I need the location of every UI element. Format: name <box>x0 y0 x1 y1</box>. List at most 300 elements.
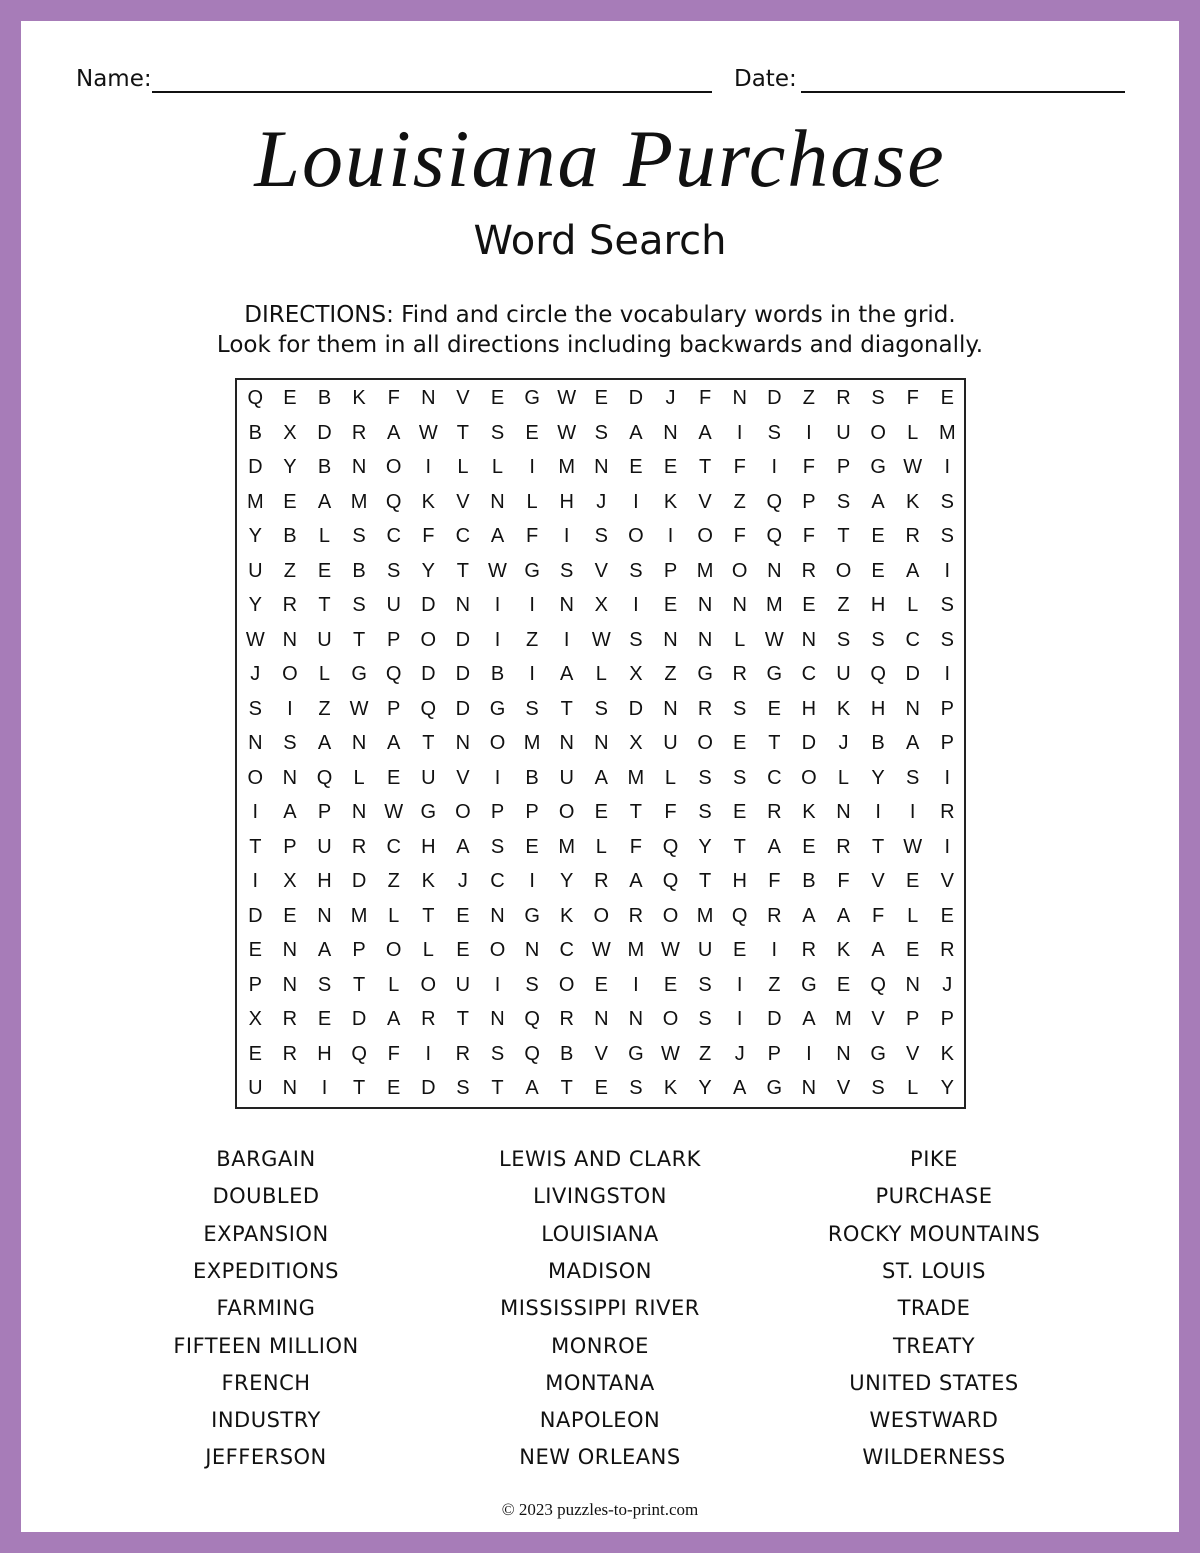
grid-letter[interactable]: T <box>491 1077 504 1099</box>
grid-letter[interactable]: C <box>559 939 574 961</box>
grid-letter[interactable]: E <box>940 387 954 409</box>
grid-letter[interactable]: Q <box>247 387 264 409</box>
grid-letter[interactable]: T <box>837 525 850 547</box>
grid-letter[interactable]: P <box>352 939 366 961</box>
grid-letter[interactable]: E <box>317 559 332 582</box>
grid-letter[interactable]: I <box>529 456 535 478</box>
grid-letter[interactable]: U <box>836 663 851 685</box>
grid-letter[interactable]: X <box>629 663 643 685</box>
grid-letter[interactable]: E <box>663 973 678 996</box>
grid-letter[interactable]: X <box>594 594 608 616</box>
grid-letter[interactable]: G <box>801 973 817 996</box>
grid-letter[interactable]: F <box>733 525 746 547</box>
grid-letter[interactable]: T <box>422 732 435 754</box>
grid-letter[interactable]: E <box>733 939 747 961</box>
grid-letter[interactable]: O <box>593 904 610 927</box>
grid-letter[interactable]: V <box>871 870 885 892</box>
grid-letter[interactable]: V <box>940 870 954 892</box>
grid-letter[interactable]: V <box>594 559 608 582</box>
grid-letter[interactable]: O <box>697 732 713 754</box>
grid-letter[interactable]: A <box>906 559 920 582</box>
grid-letter[interactable]: B <box>560 1042 574 1065</box>
grid-letter[interactable]: E <box>387 1077 401 1099</box>
grid-letter[interactable]: C <box>801 663 817 685</box>
grid-letter[interactable]: E <box>594 387 608 409</box>
grid-letter[interactable]: F <box>387 1042 400 1065</box>
grid-letter[interactable]: O <box>420 628 437 651</box>
grid-letter[interactable]: P <box>283 835 297 858</box>
grid-letter[interactable]: S <box>906 766 920 789</box>
grid-letter[interactable]: A <box>733 1077 747 1099</box>
grid-letter[interactable]: O <box>662 1008 679 1030</box>
grid-letter[interactable]: Y <box>698 1077 712 1099</box>
grid-letter[interactable]: N <box>663 628 678 651</box>
grid-letter[interactable]: U <box>559 766 574 789</box>
grid-letter[interactable]: F <box>422 525 435 547</box>
grid-letter[interactable]: O <box>489 732 506 754</box>
grid-letter[interactable]: S <box>871 628 885 651</box>
grid-letter[interactable]: S <box>871 1077 885 1099</box>
grid-letter[interactable]: B <box>802 870 816 892</box>
grid-letter[interactable]: B <box>525 766 539 789</box>
grid-letter[interactable]: N <box>351 801 367 823</box>
grid-letter[interactable]: E <box>456 939 470 961</box>
grid-letter[interactable]: B <box>352 559 366 582</box>
grid-letter[interactable]: R <box>801 939 817 961</box>
grid-letter[interactable]: C <box>386 835 401 858</box>
grid-letter[interactable]: W <box>418 421 438 444</box>
grid-letter[interactable]: F <box>871 904 885 927</box>
grid-letter[interactable]: A <box>629 421 643 444</box>
grid-letter[interactable]: F <box>802 456 815 478</box>
grid-letter[interactable]: N <box>905 697 920 720</box>
grid-letter[interactable]: E <box>629 456 643 478</box>
grid-letter[interactable]: N <box>767 559 782 582</box>
grid-letter[interactable]: A <box>317 490 332 513</box>
grid-letter[interactable]: S <box>525 697 539 720</box>
grid-letter[interactable]: R <box>836 387 851 409</box>
grid-letter[interactable]: I <box>633 594 639 616</box>
grid-letter[interactable]: D <box>455 663 471 685</box>
grid-letter[interactable]: T <box>733 835 746 858</box>
grid-letter[interactable]: R <box>351 835 367 858</box>
grid-letter[interactable]: X <box>283 870 297 892</box>
grid-letter[interactable]: I <box>633 973 639 996</box>
grid-letter[interactable]: S <box>283 732 297 754</box>
grid-letter[interactable]: A <box>836 904 851 927</box>
grid-letter[interactable]: G <box>628 1042 644 1065</box>
grid-letter[interactable]: D <box>767 1008 782 1030</box>
grid-letter[interactable]: T <box>456 421 469 444</box>
grid-letter[interactable]: L <box>353 766 365 789</box>
grid-letter[interactable]: E <box>248 1042 262 1065</box>
grid-letter[interactable]: N <box>490 1008 505 1030</box>
grid-letter[interactable]: Q <box>420 697 437 720</box>
grid-letter[interactable]: Z <box>387 870 400 892</box>
grid-letter[interactable]: S <box>594 421 608 444</box>
grid-letter[interactable]: I <box>494 594 501 616</box>
grid-letter[interactable]: F <box>768 870 781 892</box>
grid-letter[interactable]: L <box>526 490 538 513</box>
grid-letter[interactable]: S <box>490 421 505 444</box>
grid-letter[interactable]: M <box>938 421 956 444</box>
grid-letter[interactable]: G <box>524 559 540 582</box>
grid-letter[interactable]: O <box>662 904 679 927</box>
grid-letter[interactable]: M <box>835 1008 852 1030</box>
grid-letter[interactable]: Q <box>662 870 679 892</box>
grid-letter[interactable]: Z <box>733 490 746 513</box>
grid-letter[interactable]: Q <box>870 663 886 685</box>
grid-letter[interactable]: N <box>559 594 574 616</box>
grid-letter[interactable]: A <box>698 421 712 444</box>
grid-letter[interactable]: E <box>248 939 262 961</box>
grid-letter[interactable]: N <box>490 904 505 927</box>
grid-letter[interactable]: I <box>944 559 951 582</box>
grid-letter[interactable]: L <box>388 904 400 927</box>
grid-letter[interactable]: V <box>836 1077 851 1099</box>
grid-letter[interactable]: G <box>697 663 713 685</box>
grid-letter[interactable]: D <box>628 387 644 409</box>
date-field[interactable] <box>801 91 1125 93</box>
grid-letter[interactable]: U <box>317 835 332 858</box>
grid-letter[interactable]: M <box>765 594 783 616</box>
grid-letter[interactable]: K <box>663 1077 678 1099</box>
grid-letter[interactable]: D <box>628 697 644 720</box>
grid-letter[interactable]: S <box>698 766 712 789</box>
grid-letter[interactable]: Q <box>524 1042 540 1065</box>
grid-letter[interactable]: N <box>594 456 609 478</box>
grid-letter[interactable]: P <box>940 732 954 754</box>
grid-letter[interactable]: W <box>903 456 923 478</box>
grid-letter[interactable]: E <box>525 835 539 858</box>
grid-letter[interactable]: W <box>661 939 680 961</box>
grid-letter[interactable]: P <box>387 697 401 720</box>
grid-letter[interactable]: F <box>733 456 746 478</box>
grid-letter[interactable]: G <box>524 904 540 927</box>
grid-letter[interactable]: T <box>352 628 366 651</box>
grid-letter[interactable]: A <box>317 939 332 961</box>
grid-letter[interactable]: W <box>349 697 369 720</box>
grid-letter[interactable]: L <box>595 835 607 858</box>
grid-letter[interactable]: T <box>456 1008 469 1030</box>
grid-letter[interactable]: I <box>736 973 743 996</box>
name-field[interactable] <box>152 91 712 93</box>
grid-letter[interactable]: N <box>455 594 471 616</box>
grid-letter[interactable]: P <box>906 1008 920 1030</box>
grid-letter[interactable]: P <box>387 628 401 651</box>
grid-letter[interactable]: W <box>661 1042 680 1065</box>
grid-letter[interactable]: K <box>421 490 435 513</box>
grid-letter[interactable]: Y <box>248 525 262 547</box>
grid-letter[interactable]: O <box>870 421 886 444</box>
grid-letter[interactable]: C <box>455 525 471 547</box>
grid-letter[interactable]: H <box>421 835 436 858</box>
grid-letter[interactable]: Z <box>318 697 331 720</box>
grid-letter[interactable]: I <box>944 766 951 789</box>
grid-letter[interactable]: W <box>764 628 784 651</box>
grid-letter[interactable]: T <box>871 835 885 858</box>
grid-letter[interactable]: I <box>287 697 293 720</box>
grid-letter[interactable]: I <box>771 456 778 478</box>
grid-letter[interactable]: N <box>282 939 298 961</box>
grid-letter[interactable]: K <box>560 904 574 927</box>
grid-letter[interactable]: L <box>595 663 607 685</box>
grid-letter[interactable]: A <box>871 490 885 513</box>
grid-letter[interactable]: U <box>386 594 401 616</box>
grid-letter[interactable]: D <box>421 663 436 685</box>
grid-letter[interactable]: L <box>734 628 746 651</box>
grid-letter[interactable]: Q <box>731 904 748 927</box>
grid-letter[interactable]: O <box>282 663 298 685</box>
grid-letter[interactable]: E <box>490 387 505 409</box>
grid-letter[interactable]: D <box>421 1077 436 1099</box>
grid-letter[interactable]: W <box>903 835 923 858</box>
grid-letter[interactable]: O <box>385 456 402 478</box>
grid-letter[interactable]: R <box>594 870 609 892</box>
grid-letter[interactable]: H <box>801 697 817 720</box>
grid-letter[interactable]: J <box>596 490 607 513</box>
grid-letter[interactable]: L <box>907 1077 919 1099</box>
grid-letter[interactable]: E <box>733 801 747 823</box>
grid-letter[interactable]: S <box>629 1077 643 1099</box>
grid-letter[interactable]: S <box>456 1077 470 1099</box>
grid-letter[interactable]: I <box>944 835 951 858</box>
grid-letter[interactable]: V <box>906 1042 920 1065</box>
grid-letter[interactable]: W <box>488 559 507 582</box>
grid-letter[interactable]: N <box>697 594 713 616</box>
grid-letter[interactable]: J <box>665 387 676 409</box>
grid-letter[interactable]: I <box>321 1077 328 1099</box>
grid-letter[interactable]: T <box>352 973 366 996</box>
grid-letter[interactable]: S <box>594 525 608 547</box>
grid-letter[interactable]: I <box>944 456 951 478</box>
grid-letter[interactable]: Y <box>248 594 262 616</box>
grid-letter[interactable]: T <box>629 801 642 823</box>
grid-letter[interactable]: V <box>594 1042 608 1065</box>
grid-letter[interactable]: S <box>767 421 781 444</box>
grid-letter[interactable]: W <box>557 387 577 409</box>
grid-letter[interactable]: O <box>835 559 852 582</box>
grid-letter[interactable]: S <box>352 594 366 616</box>
grid-letter[interactable]: N <box>282 1077 298 1099</box>
grid-letter[interactable]: E <box>836 973 851 996</box>
grid-letter[interactable]: E <box>283 904 297 927</box>
grid-letter[interactable]: R <box>767 904 782 927</box>
grid-letter[interactable]: N <box>421 387 436 409</box>
grid-letter[interactable]: T <box>698 456 712 478</box>
grid-letter[interactable]: Q <box>766 525 783 547</box>
grid-letter[interactable]: A <box>629 870 643 892</box>
grid-letter[interactable]: Y <box>283 456 297 478</box>
grid-letter[interactable]: R <box>282 1042 298 1065</box>
grid-letter[interactable]: N <box>490 490 505 513</box>
grid-letter[interactable]: S <box>733 697 747 720</box>
grid-letter[interactable]: I <box>736 1008 743 1030</box>
grid-letter[interactable]: J <box>942 973 953 996</box>
grid-letter[interactable]: R <box>282 594 298 616</box>
grid-letter[interactable]: N <box>732 594 747 616</box>
grid-letter[interactable]: K <box>940 1042 954 1065</box>
grid-letter[interactable]: H <box>732 870 747 892</box>
grid-letter[interactable]: S <box>733 766 747 789</box>
grid-letter[interactable]: I <box>633 490 639 513</box>
grid-letter[interactable]: B <box>490 663 505 685</box>
grid-letter[interactable]: I <box>563 525 570 547</box>
grid-letter[interactable]: G <box>420 801 437 823</box>
grid-letter[interactable]: Q <box>662 835 679 858</box>
grid-letter[interactable]: N <box>697 628 713 651</box>
grid-letter[interactable]: Y <box>940 1077 954 1099</box>
grid-letter[interactable]: L <box>422 939 434 961</box>
grid-letter[interactable]: Q <box>385 490 402 513</box>
grid-letter[interactable]: S <box>629 628 643 651</box>
grid-letter[interactable]: M <box>246 490 264 513</box>
grid-letter[interactable]: U <box>248 559 263 582</box>
grid-letter[interactable]: N <box>594 1008 609 1030</box>
grid-letter[interactable]: I <box>529 870 535 892</box>
grid-letter[interactable]: I <box>494 766 501 789</box>
grid-letter[interactable]: I <box>806 421 812 444</box>
grid-letter[interactable]: S <box>940 525 954 547</box>
grid-letter[interactable]: U <box>455 973 471 996</box>
grid-letter[interactable]: T <box>352 1077 366 1099</box>
grid-letter[interactable]: E <box>871 559 885 582</box>
grid-letter[interactable]: E <box>663 456 678 478</box>
grid-letter[interactable]: L <box>388 973 400 996</box>
grid-letter[interactable]: M <box>350 904 368 927</box>
grid-letter[interactable]: N <box>801 1077 817 1099</box>
grid-letter[interactable]: N <box>663 697 678 720</box>
grid-letter[interactable]: N <box>732 387 747 409</box>
grid-letter[interactable]: K <box>802 801 816 823</box>
grid-letter[interactable]: R <box>697 697 713 720</box>
grid-letter[interactable]: O <box>558 801 575 823</box>
grid-letter[interactable]: L <box>837 766 850 789</box>
grid-letter[interactable]: E <box>283 387 297 409</box>
grid-letter[interactable]: T <box>560 1077 573 1099</box>
grid-letter[interactable]: C <box>386 525 401 547</box>
grid-letter[interactable]: Z <box>802 387 815 409</box>
grid-letter[interactable]: S <box>352 525 366 547</box>
grid-letter[interactable]: U <box>421 766 436 789</box>
grid-letter[interactable]: B <box>317 456 332 478</box>
grid-letter[interactable]: W <box>384 801 404 823</box>
grid-letter[interactable]: O <box>420 973 437 996</box>
grid-letter[interactable]: C <box>490 870 505 892</box>
grid-letter[interactable]: E <box>387 766 401 789</box>
grid-letter[interactable]: C <box>905 628 920 651</box>
grid-letter[interactable]: E <box>317 1008 332 1030</box>
grid-letter[interactable]: N <box>801 628 817 651</box>
grid-letter[interactable]: I <box>529 594 535 616</box>
grid-letter[interactable]: A <box>490 525 505 547</box>
grid-letter[interactable]: W <box>591 628 611 651</box>
grid-letter[interactable]: I <box>875 801 881 823</box>
grid-letter[interactable]: R <box>767 801 782 823</box>
grid-letter[interactable]: E <box>283 490 297 513</box>
grid-letter[interactable]: P <box>525 801 539 823</box>
grid-letter[interactable]: A <box>802 904 816 927</box>
grid-letter[interactable]: R <box>455 1042 471 1065</box>
grid-letter[interactable]: E <box>594 1077 608 1099</box>
grid-letter[interactable]: B <box>248 421 262 444</box>
grid-letter[interactable]: A <box>387 732 401 754</box>
grid-letter[interactable]: S <box>836 490 851 513</box>
grid-letter[interactable]: L <box>907 594 919 616</box>
grid-letter[interactable]: S <box>871 387 885 409</box>
grid-letter[interactable]: H <box>317 870 332 892</box>
grid-letter[interactable]: E <box>802 594 816 616</box>
grid-letter[interactable]: F <box>629 835 642 858</box>
grid-letter[interactable]: S <box>560 559 574 582</box>
grid-letter[interactable]: Z <box>768 973 781 996</box>
grid-letter[interactable]: J <box>734 1042 745 1065</box>
grid-letter[interactable]: C <box>767 766 782 789</box>
grid-letter[interactable]: G <box>766 1077 783 1099</box>
grid-letter[interactable]: Z <box>837 594 850 616</box>
grid-letter[interactable]: Y <box>871 766 885 789</box>
grid-letter[interactable]: N <box>351 456 367 478</box>
grid-letter[interactable]: T <box>768 732 781 754</box>
grid-letter[interactable]: R <box>801 559 817 582</box>
grid-letter[interactable]: P <box>248 973 262 996</box>
grid-letter[interactable]: T <box>249 835 262 858</box>
grid-letter[interactable]: Z <box>664 663 677 685</box>
grid-letter[interactable]: G <box>870 456 886 478</box>
grid-letter[interactable]: D <box>767 387 782 409</box>
grid-letter[interactable]: E <box>594 801 608 823</box>
grid-letter[interactable]: F <box>837 870 850 892</box>
grid-letter[interactable]: A <box>283 801 297 823</box>
grid-letter[interactable]: P <box>836 456 851 478</box>
grid-letter[interactable]: E <box>767 697 781 720</box>
grid-letter[interactable]: T <box>456 559 469 582</box>
grid-letter[interactable]: F <box>802 525 815 547</box>
grid-letter[interactable]: Y <box>698 835 712 858</box>
grid-letter[interactable]: P <box>490 801 505 823</box>
grid-letter[interactable]: I <box>494 973 501 996</box>
grid-letter[interactable]: Q <box>766 490 783 513</box>
grid-letter[interactable]: D <box>421 594 436 616</box>
grid-letter[interactable]: D <box>351 1008 367 1030</box>
grid-letter[interactable]: I <box>944 663 951 685</box>
grid-letter[interactable]: G <box>489 697 506 720</box>
grid-letter[interactable]: A <box>387 1008 401 1030</box>
grid-letter[interactable]: J <box>838 732 849 754</box>
grid-letter[interactable]: T <box>422 904 435 927</box>
grid-letter[interactable]: L <box>457 456 469 478</box>
grid-letter[interactable]: F <box>906 387 919 409</box>
grid-letter[interactable]: K <box>663 490 678 513</box>
grid-letter[interactable]: R <box>905 525 920 547</box>
grid-letter[interactable]: N <box>455 732 471 754</box>
grid-letter[interactable]: O <box>558 973 575 996</box>
grid-letter[interactable]: O <box>489 939 506 961</box>
grid-letter[interactable]: L <box>907 421 919 444</box>
grid-letter[interactable]: F <box>698 387 712 409</box>
grid-letter[interactable]: E <box>663 594 678 616</box>
grid-letter[interactable]: Z <box>698 1042 712 1065</box>
grid-letter[interactable]: S <box>248 697 262 720</box>
grid-letter[interactable]: M <box>523 732 541 754</box>
grid-letter[interactable]: E <box>802 835 816 858</box>
grid-letter[interactable]: E <box>906 870 920 892</box>
grid-letter[interactable]: G <box>766 663 783 685</box>
grid-letter[interactable]: A <box>906 732 920 754</box>
grid-letter[interactable]: F <box>525 525 539 547</box>
grid-letter[interactable]: E <box>906 939 920 961</box>
grid-letter[interactable]: G <box>351 663 367 685</box>
